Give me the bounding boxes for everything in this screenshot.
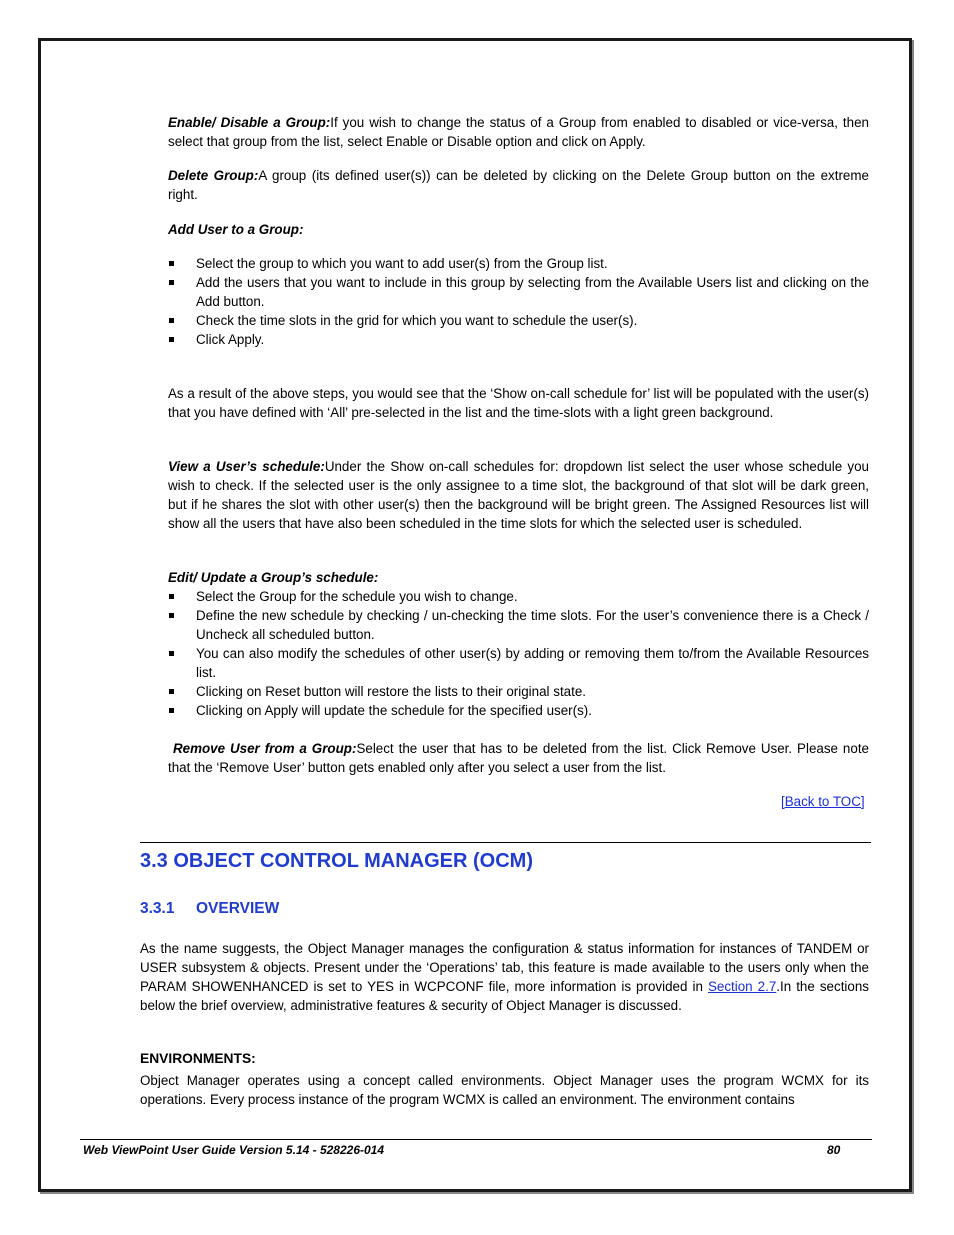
edit-steps-list	[168, 587, 869, 720]
list-item: Clicking on Reset button will restore the lists to their original state.	[168, 682, 869, 701]
list-item: Define the new schedule by checking / un-checking the time slots. For the user’s convenience there is a Check / Uncheck all scheduled button.	[168, 606, 869, 644]
list-item: Clicking on Apply will update the schedule for the specified user(s).	[168, 701, 869, 720]
remove-user-label: Remove User from a Group:	[172, 741, 357, 756]
page-number: 80	[827, 1143, 841, 1157]
subsection-heading	[140, 898, 279, 920]
remove-user-paragraph	[168, 739, 869, 777]
delete-group-label: Delete Group:	[168, 168, 259, 183]
environments-paragraph: Object Manager operates using a concept called environments. Object Manager uses the program WCMX for its operations. Every process instance of the program WCMX is called an environment. The environment contains	[140, 1073, 869, 1107]
section-heading: 3.3 OBJECT CONTROL MANAGER (OCM)	[140, 842, 871, 875]
view-schedule-paragraph	[168, 457, 869, 533]
subsection-title: OVERVIEW	[196, 900, 280, 917]
list-item: Check the time slots in the grid for which you want to schedule the user(s).	[168, 311, 869, 330]
section-2-7-link[interactable]: Section 2.7	[707, 979, 777, 994]
overview-text-after: .In the sections below the brief overview, administrative features & security of Object Manager is discussed.	[140, 979, 869, 1013]
delete-group-text: A group (its defined user(s)) can be deleted by clicking on the Delete Group button on the extreme right.	[168, 168, 869, 202]
overview-text-before: As the name suggests, the Object Manager manages the configuration & status information for instances of TANDEM or USER subsystem & objects. Present under the ‘Operations’ tab, this feature is made available to the users only when the PARAM SHOWENHANCED is set to YES in WCPCONF file, more information is provided in	[140, 941, 869, 994]
back-to-toc-paragraph	[781, 792, 865, 811]
add-user-steps-list	[168, 254, 869, 349]
list-item: Select the group to which you want to add user(s) from the Group list.	[168, 254, 869, 273]
footer-title: Web ViewPoint User Guide Version 5.14 - 528226-014	[83, 1143, 385, 1157]
list-item: Select the Group for the schedule you wish to change.	[168, 587, 869, 606]
enable-disable-text: If you wish to change the status of a Group from enabled to disabled or vice-versa, then select that group from the list, select Enable or Disable option and click on Apply.	[168, 115, 869, 149]
delete-group-paragraph	[168, 166, 869, 204]
list-item: You can also modify the schedules of other user(s) by adding or removing them to/from the Available Resources list.	[168, 644, 869, 682]
enable-disable-label: Enable/ Disable a Group:	[168, 115, 331, 130]
footer-divider	[80, 1139, 872, 1140]
add-user-heading-text: Add User to a Group:	[168, 222, 304, 237]
edit-schedule-heading	[168, 568, 869, 587]
enable-disable-paragraph	[168, 113, 869, 151]
add-user-heading	[168, 220, 869, 239]
list-item: Add the users that you want to include in this group by selecting from the Available Users list and clicking on the Add button.	[168, 273, 869, 311]
result-paragraph: As a result of the above steps, you would see that the ‘Show on-call schedule for’ list will be populated with the user(s) that you have defined with ‘All’ pre-selected in the list and the time-slots with a light green background.	[168, 386, 869, 420]
back-to-toc-link[interactable]: [Back to TOC]	[781, 794, 865, 809]
view-schedule-text: Under the Show on-call schedules for: dropdown list select the user whose schedule you wish to check. If the selected user is the only assignee to a time slot, the background of that slot will be dark green, but if he shares the slot with other user(s) then the background will be bright green. The Assigned Resources list will show all the users that have also been scheduled in the time slots for which the selected user is scheduled.	[168, 459, 869, 531]
remove-user-text: Select the user that has to be deleted from the list. Click Remove User. Please note that the ‘Remove User’ button gets enabled only after you select a user from the list.	[168, 741, 869, 775]
edit-schedule-heading-text: Edit/ Update a Group’s schedule:	[168, 570, 379, 585]
subsection-number: 3.3.1	[140, 900, 175, 917]
list-item: Click Apply.	[168, 330, 869, 349]
view-schedule-label: View a User’s schedule:	[168, 459, 325, 474]
environments-heading: ENVIRONMENTS:	[140, 1051, 256, 1066]
overview-paragraph	[140, 939, 869, 1015]
